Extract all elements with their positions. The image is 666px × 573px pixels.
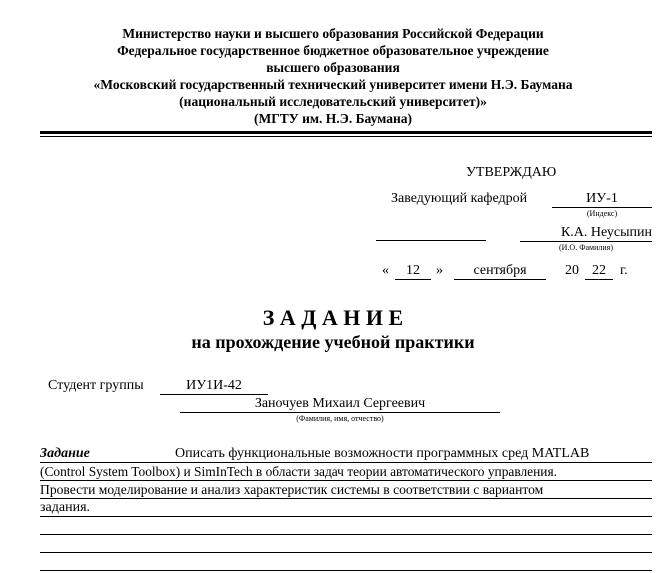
task-blank-line-2	[40, 552, 652, 553]
head-name-value: К.А. Неусыпин	[520, 224, 652, 242]
dept-index-value: ИУ-1	[552, 190, 652, 208]
date-year-unit: г.	[620, 263, 628, 278]
task-label: Задание	[40, 446, 90, 461]
signature-line	[376, 240, 486, 241]
date-year-suffix: 22	[585, 262, 613, 280]
date-close-quote: »	[436, 263, 443, 278]
date-day: 12	[395, 262, 431, 280]
dept-head-label: Заведующий кафедрой	[391, 191, 528, 206]
date-open-quote: «	[382, 263, 389, 278]
university-name-line: «Московский государственный технический университет имени Н.Э. Баумана	[93, 77, 573, 92]
task-underline-4	[40, 516, 652, 517]
education-level-line: высшего образования	[266, 60, 400, 75]
student-name-caption: (Фамилия, имя, отчество)	[296, 414, 384, 423]
university-status-line: (национальный исследовательский университет)»	[179, 94, 487, 109]
assignment-title: З А Д А Н И Е	[262, 305, 404, 330]
student-group-label: Студент группы	[48, 378, 144, 393]
task-line-1: Описать функциональные возможности программных сред MATLAB	[175, 446, 590, 461]
assignment-subtitle: на прохождение учебной практики	[191, 332, 475, 352]
header-thick-rule	[40, 131, 652, 134]
student-name-value: Заночуев Михаил Сергеевич	[180, 395, 500, 413]
task-underline-3	[40, 498, 652, 499]
head-name-caption: (И.О. Фамилия)	[558, 243, 614, 252]
student-group-value: ИУ1И-42	[160, 377, 268, 395]
task-line-4: задания.	[40, 500, 91, 515]
header-thin-rule	[40, 136, 652, 137]
task-blank-line-1	[40, 534, 652, 535]
university-abbrev-line: (МГТУ им. Н.Э. Баумана)	[253, 111, 413, 126]
ministry-line: Министерство науки и высшего образования Российской Федерации	[122, 26, 544, 41]
dept-index-caption: (Индекс)	[586, 209, 618, 218]
task-blank-line-3	[40, 570, 652, 571]
institution-type-line: Федеральное государственное бюджетное образовательное учреждение	[117, 43, 549, 58]
date-month: сентября	[454, 262, 546, 280]
approval-title: УТВЕРЖДАЮ	[466, 165, 557, 180]
date-year-prefix: 20	[565, 263, 579, 278]
task-line-3: Провести моделирование и анализ характеристик системы в соответствии с вариантом	[40, 482, 544, 497]
task-line-2: (Control System Toolbox) и SimInTech в области задач теории автоматического управления.	[40, 464, 557, 479]
